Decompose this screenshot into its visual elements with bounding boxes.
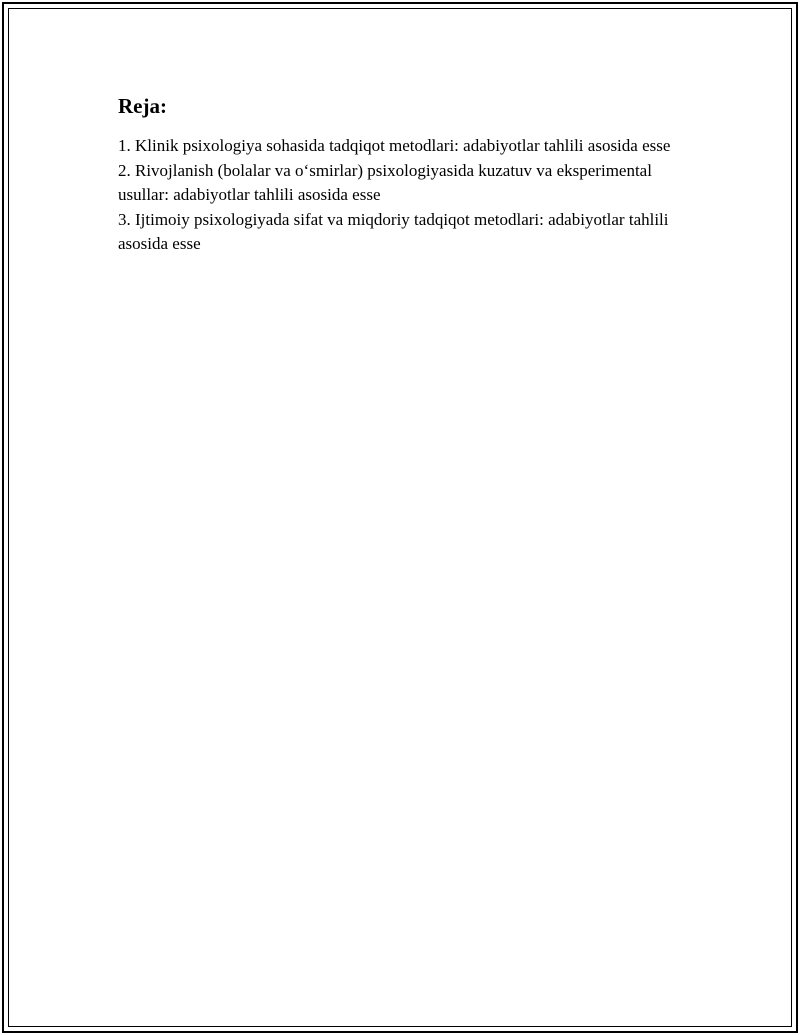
plan-list: [118, 134, 688, 257]
plan-item-1: 1. Klinik psixologiya sohasida tadqiqot metodlari: adabiyotlar tahlili asosida esse: [118, 136, 671, 155]
document-body: [118, 92, 688, 257]
plan-heading: Reja:: [118, 94, 167, 118]
plan-item-3: 3. Ijtimoiy psixologiyada sifat va miqdoriy tadqiqot metodlari: adabiyotlar tahlili asosida esse: [118, 209, 669, 253]
plan-item-2: 2. Rivojlanish (bolalar va o‘smirlar) psixologiyasida kuzatuv va eksperimental usullar: adabiyotlar tahlili asosida esse: [118, 160, 652, 204]
